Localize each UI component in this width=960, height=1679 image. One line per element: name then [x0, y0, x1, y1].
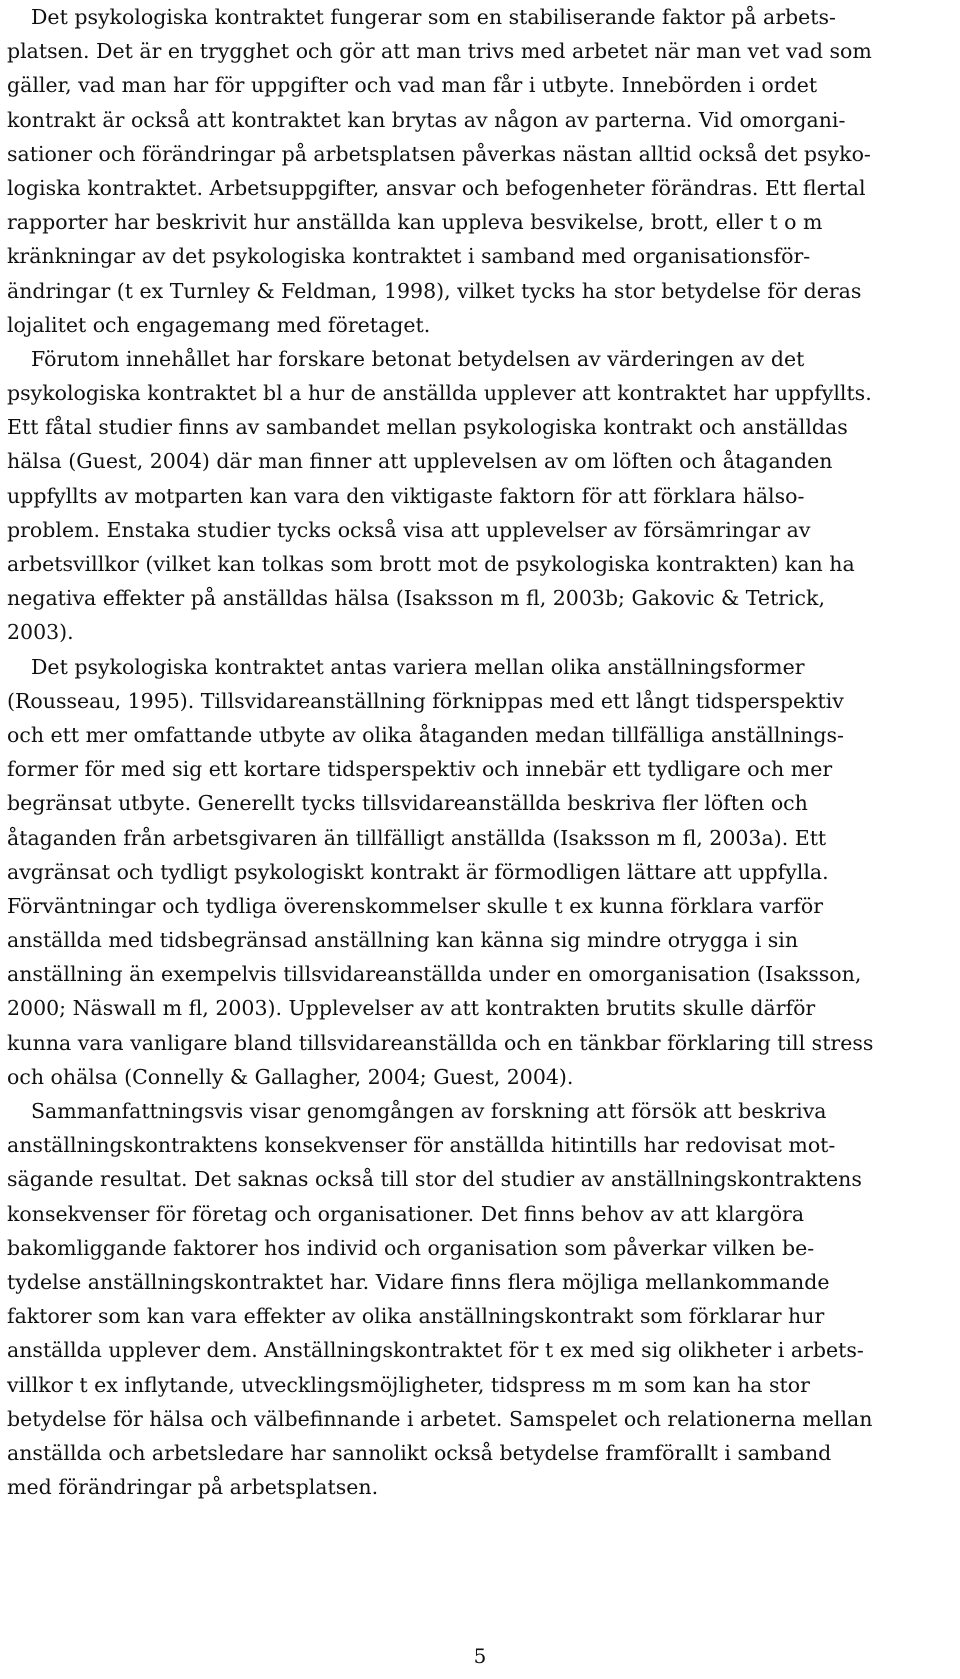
text-line: platsen. Det är en trygghet och gör att man trivs med arbetet när man vet vad som	[7, 39, 872, 64]
text-line: faktorer som kan vara effekter av olika anställningskontrakt som förklarar hur	[7, 1304, 825, 1329]
text-line: avgränsat och tydligt psykologiskt kontrakt är förmodligen lättare att uppfylla.	[7, 859, 829, 884]
text-line: Förutom innehållet har forskare betonat betydelsen av värderingen av det	[31, 346, 805, 371]
paragraph	[7, 650, 947, 1094]
text-line: tydelse anställningskontraktet har. Vidare finns flera möjliga mellankommande	[7, 1269, 830, 1294]
page-number: 5	[473, 1644, 487, 1668]
paragraph	[7, 0, 947, 342]
text-line: psykologiska kontraktet bl a hur de anställda upplever att kontraktet har uppfyllts.	[7, 381, 872, 406]
text-line: sationer och förändringar på arbetsplatsen påverkas nästan alltid också det psyko-	[7, 141, 871, 166]
body-text	[7, 0, 947, 1504]
text-line: bakomliggande faktorer hos individ och organisation som påverkar vilken be-	[7, 1235, 815, 1260]
text-line: anställda och arbetsledare har sannolikt också betydelse framförallt i samband	[7, 1440, 832, 1465]
text-line: Ett fåtal studier finns av sambandet mellan psykologiska kontrakt och anställdas	[7, 415, 848, 440]
text-line: kunna vara vanligare bland tillsvidareanställda och en tänkbar förklaring till stress	[7, 1030, 874, 1055]
text-line: negativa effekter på anställdas hälsa (Isaksson m fl, 2003b; Gakovic & Tetrick,	[7, 586, 825, 611]
text-line: (Rousseau, 1995). Tillsvidareanställning förknippas med ett långt tidsperspektiv	[7, 688, 844, 713]
text-line: villkor t ex inflytande, utvecklingsmöjligheter, tidspress m m som kan ha stor	[7, 1372, 810, 1397]
text-line: anställningskontraktens konsekvenser för anställda hitintills har redovisat mot-	[7, 1133, 836, 1158]
text-line: begränsat utbyte. Generellt tycks tillsvidareanställda beskriva fler löften och	[7, 791, 808, 816]
text-line: problem. Enstaka studier tycks också visa att upplevelser av försämringar av	[7, 517, 811, 542]
text-line: och ohälsa (Connelly & Gallagher, 2004; Guest, 2004).	[7, 1064, 574, 1089]
text-line: Det psykologiska kontraktet fungerar som en stabiliserande faktor på arbets-	[31, 5, 836, 29]
text-line: och ett mer omfattande utbyte av olika åtaganden medan tillfälliga anställnings-	[7, 722, 844, 747]
text-line: former för med sig ett kortare tidsperspektiv och innebär ett tydligare och mer	[7, 757, 833, 782]
text-line: åtaganden från arbetsgivaren än tillfälligt anställda (Isaksson m fl, 2003a). Ett	[7, 825, 827, 850]
text-line: kontrakt är också att kontraktet kan brytas av någon av parterna. Vid omorgani-	[7, 107, 846, 132]
text-line: 2003).	[7, 620, 74, 645]
text-line: logiska kontraktet. Arbetsuppgifter, ansvar och befogenheter förändras. Ett flertal	[7, 175, 866, 200]
text-line: betydelse för hälsa och välbefinnande i arbetet. Samspelet och relationerna mellan	[7, 1406, 873, 1431]
text-line: lojalitet och engagemang med företaget.	[7, 312, 431, 337]
text-line: uppfyllts av motparten kan vara den viktigaste faktorn för att förklara hälso-	[7, 483, 805, 508]
text-line: anställning än exempelvis tillsvidareanställda under en omorganisation (Isaksson,	[7, 962, 862, 987]
text-line: kränkningar av det psykologiska kontraktet i samband med organisationsför-	[7, 244, 811, 269]
text-line: anställda upplever dem. Anställningskontraktet för t ex med sig olikheter i arbets-	[7, 1338, 864, 1363]
text-line: konsekvenser för företag och organisationer. Det finns behov av att klargöra	[7, 1201, 805, 1226]
text-line: sägande resultat. Det saknas också till stor del studier av anställningskontraktens	[7, 1167, 862, 1192]
text-line: Sammanfattningsvis visar genomgången av forskning att försök att beskriva	[31, 1099, 827, 1123]
text-line: ändringar (t ex Turnley & Feldman, 1998), vilket tycks ha stor betydelse för deras	[7, 278, 862, 303]
text-line: anställda med tidsbegränsad anställning kan känna sig mindre otrygga i sin	[7, 928, 799, 953]
text-line: gäller, vad man har för uppgifter och vad man får i utbyte. Innebörden i ordet	[7, 73, 818, 98]
text-line: hälsa (Guest, 2004) där man finner att upplevelsen av om löften och åtaganden	[7, 449, 833, 474]
paragraph	[7, 342, 947, 650]
text-line: 2000; Näswall m fl, 2003). Upplevelser av att kontrakten brutits skulle därför	[7, 996, 816, 1021]
text-line: med förändringar på arbetsplatsen.	[7, 1475, 379, 1500]
text-line: arbetsvillkor (vilket kan tolkas som brott mot de psykologiska kontrakten) kan ha	[7, 552, 855, 576]
text-line: Förväntningar och tydliga överenskommelser skulle t ex kunna förklara varför	[7, 893, 824, 918]
text-line: Det psykologiska kontraktet antas variera mellan olika anställningsformer	[31, 654, 805, 679]
text-line: rapporter har beskrivit hur anställda kan uppleva besvikelse, brott, eller t o m	[7, 210, 823, 235]
paragraph	[7, 1094, 947, 1504]
